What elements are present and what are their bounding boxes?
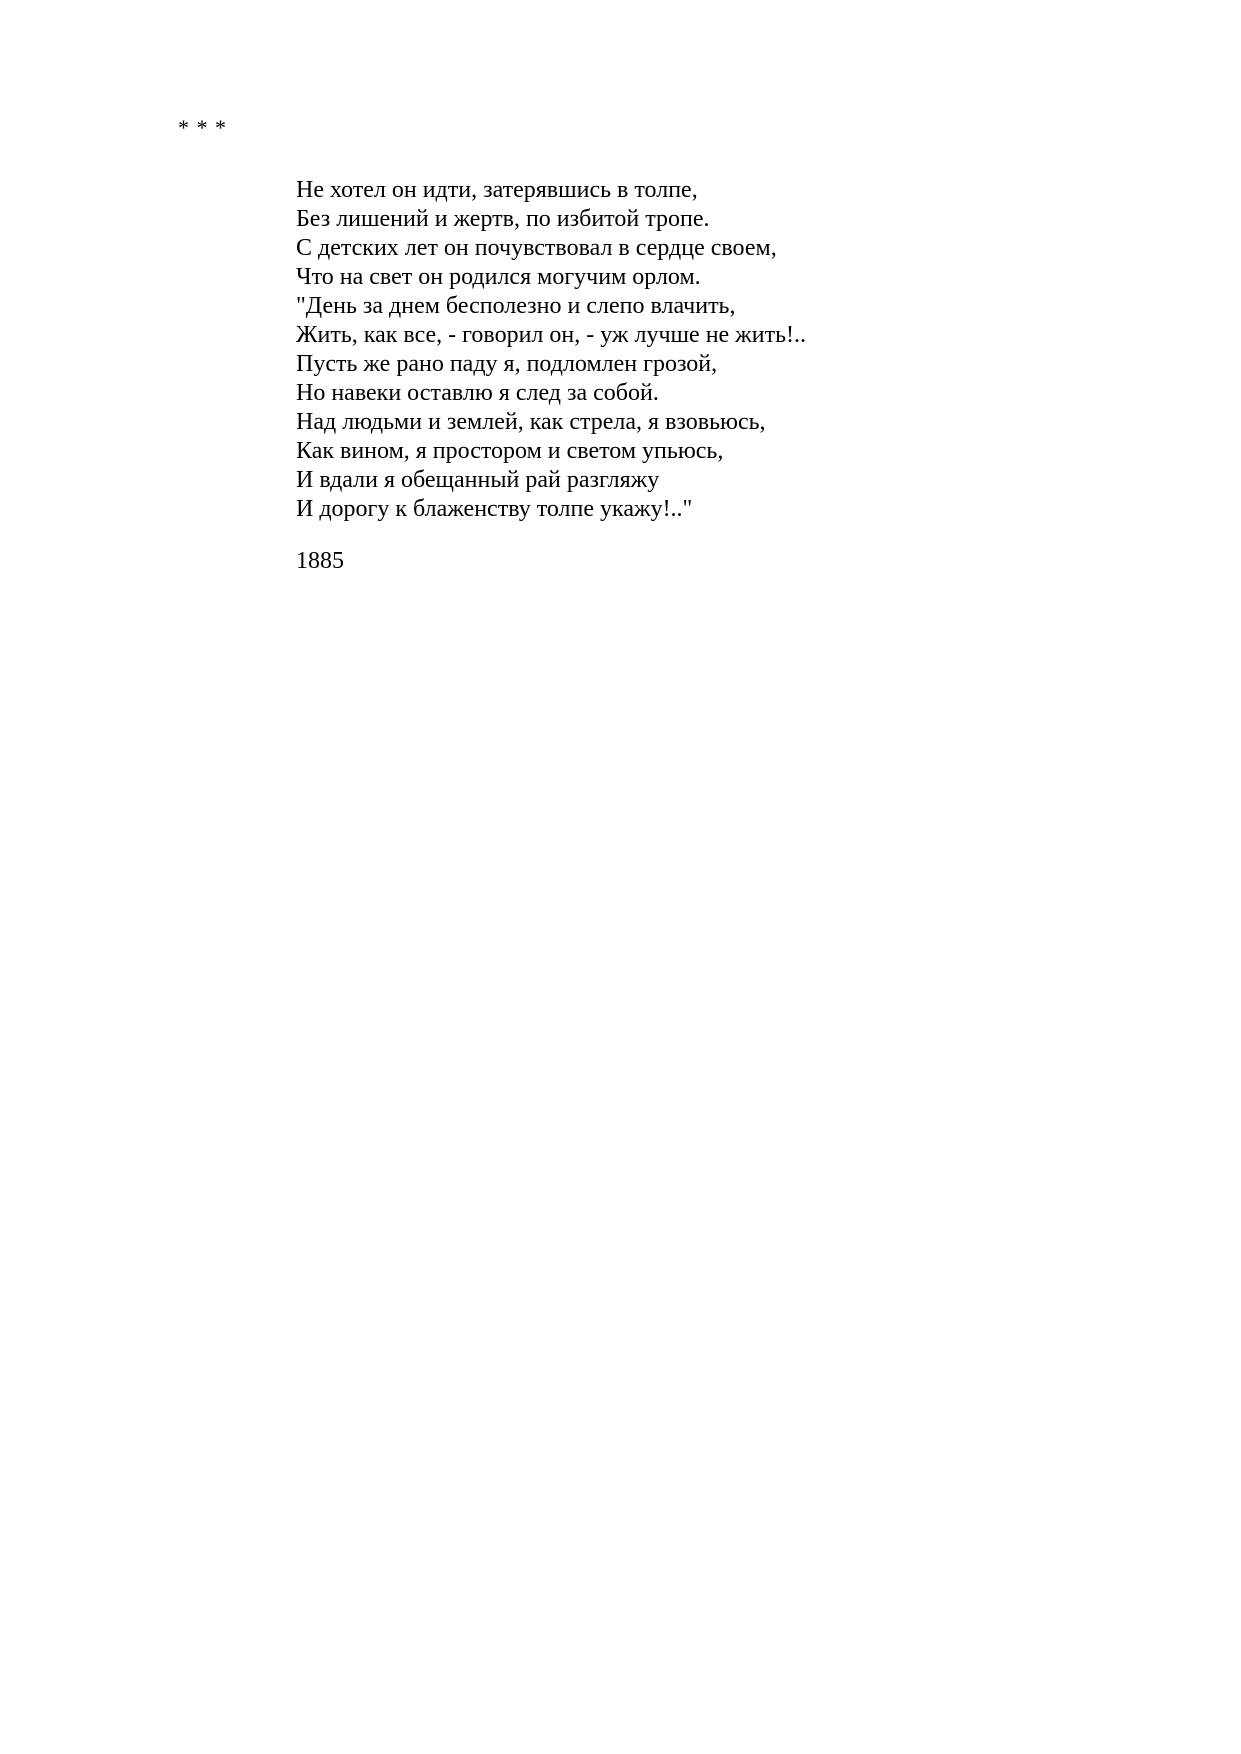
- poem-line: "День за днем бесполезно и слепо влачить,: [296, 293, 736, 319]
- poem-line: Без лишений и жертв, по избитой тропе.: [296, 206, 710, 232]
- poem-line: И вдали я обещанный рай разгляжу: [296, 467, 660, 493]
- poem-body: [296, 176, 806, 524]
- poem-line: Пусть же рано паду я, подломлен грозой,: [296, 351, 718, 377]
- poem-line: Жить, как все, - говорил он, - уж лучше не жить!..: [296, 322, 807, 348]
- poem-line: Что на свет он родился могучим орлом.: [296, 264, 701, 290]
- section-separator: * * *: [178, 115, 227, 140]
- poem-line: Над людьми и землей, как стрела, я взовьюсь,: [296, 409, 766, 435]
- poem-line: Как вином, я простором и светом упьюсь,: [296, 438, 724, 464]
- poem-line: С детских лет он почувствовал в сердце своем,: [296, 235, 777, 261]
- poem-line: Но навеки оставлю я след за собой.: [296, 380, 659, 406]
- poem-year: 1885: [296, 548, 344, 574]
- poem-line: И дорогу к блаженству толпе укажу!..": [296, 496, 693, 522]
- poem-line: Не хотел он идти, затерявшись в толпе,: [296, 177, 698, 203]
